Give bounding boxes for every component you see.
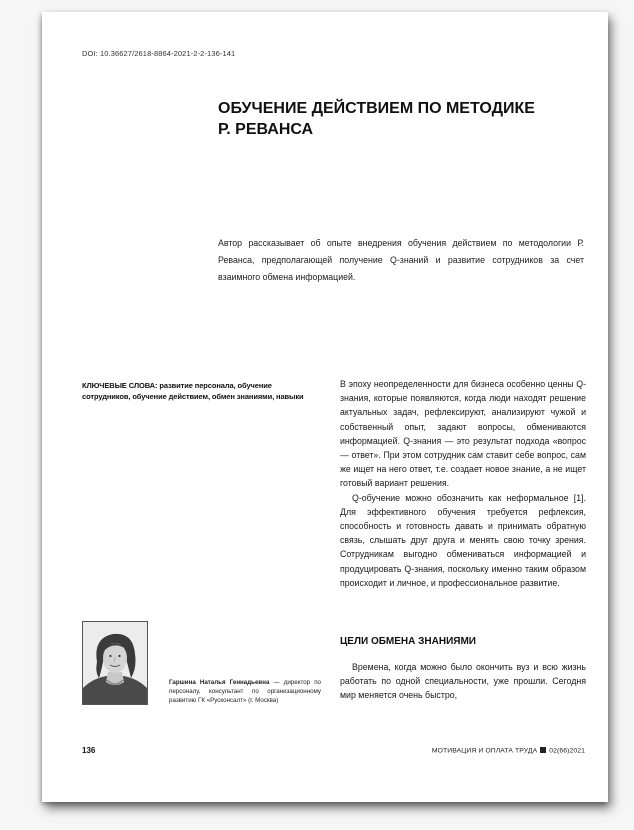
title-line-2: Р. РЕВАНСА (218, 121, 314, 138)
abstract: Автор рассказывает об опыте внедрения обучения действием по методологии Р. Реванса, предполагающей получение Q-знаний и развитие сотрудников за счет взаимного обмена информацией. (218, 238, 584, 282)
page-number: 136 (82, 746, 96, 755)
section-paragraph: Времена, когда можно было окончить вуз и всю жизнь работать по одной специальности, уже прошли. Сегодня мир меняется очень быстро, (340, 662, 586, 701)
journal-issue: 02(66)2021 (549, 747, 585, 755)
author-info (169, 678, 321, 706)
journal-page (42, 12, 608, 802)
body-paragraph-1: В эпоху неопределенности для бизнеса особенно ценны Q-знания, которые появляются, когда люди находят решение актуальных задач, рефлексируют, анализируют чужой и собственный опыт, задают вопросы, обмениваются информацией. Q-знания — это результат подхода «вопрос — ответ». При этом сотрудник сам ставит себе вопрос, сам же ищет на него ответ, т.е. создает новое знание, а не ищет готовый вариант решения. (340, 379, 586, 489)
author-portrait-image (83, 622, 147, 704)
author-photo (82, 621, 148, 705)
keywords-list: развитие персонала, обучение сотрудников, обучение действием, обмен знаниями, навыки (82, 381, 304, 401)
body-paragraph-2: Q-обучение можно обозначить как неформальное [1]. Для эффективного обучения требуется рефлексия, способность и готовность давать и принимать обратную связь, слышать друг друга и менять свою точку зрения. Сотрудникам выгодно обмениваться информацией и продуцировать Q-знания, поскольку именно таким образом происходит и личное, и профессиональное развитие. (340, 492, 586, 588)
author-details: — директор по персоналу, консультант по организационному развитию ГК «Русконсалт» (г. Москва) (169, 679, 321, 705)
keywords-label: КЛЮЧЕВЫЕ СЛОВА: (82, 381, 158, 390)
article-title (218, 98, 578, 140)
author-name: Гаршина Наталья Геннадьевна (169, 679, 270, 686)
body-text (340, 377, 586, 590)
title-line-1: ОБУЧЕНИЕ ДЕЙСТВИЕМ ПО МЕТОДИКЕ (218, 100, 535, 117)
section-heading: ЦЕЛИ ОБМЕНА ЗНАНИЯМИ (340, 636, 476, 647)
square-separator-icon (540, 747, 546, 753)
doi: DOI: 10.36627/2618-8864-2021-2-2-136-141 (82, 49, 236, 58)
keywords (82, 380, 318, 402)
journal-name: МОТИВАЦИЯ И ОПЛАТА ТРУДА (431, 747, 538, 755)
journal-footer (432, 747, 585, 755)
